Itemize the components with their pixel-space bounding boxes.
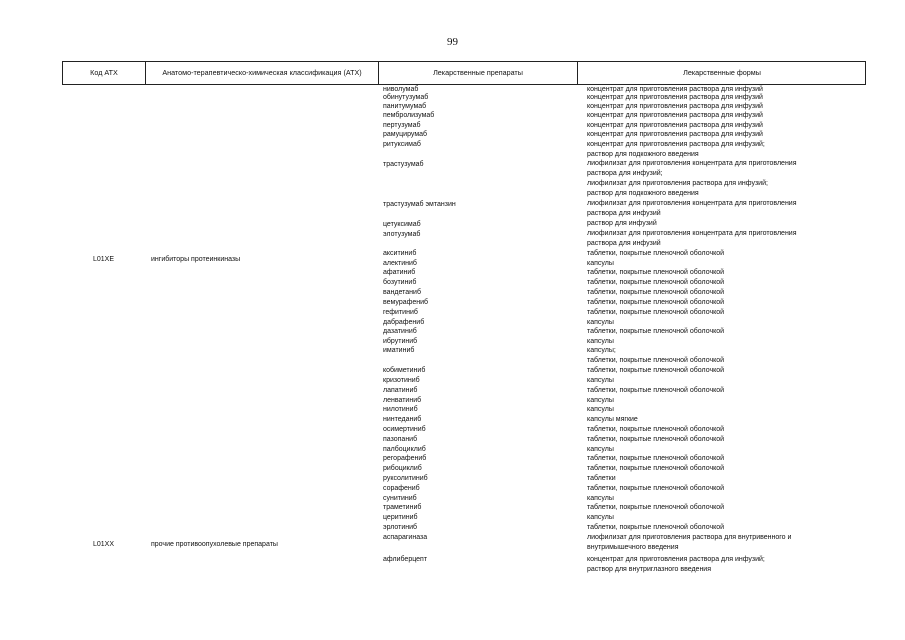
dosage-form: лиофилизат для приготовления раствора для инфузий; [587, 180, 768, 187]
dosage-form: раствора для инфузий; [587, 170, 663, 177]
group-name: ингибиторы протеинкиназы [151, 256, 241, 263]
drug-name: нилотиниб [383, 406, 418, 413]
dosage-form: капсулы [587, 338, 614, 345]
dosage-form: концентрат для приготовления раствора для инфузий [587, 131, 763, 138]
dosage-form: лиофилизат для приготовления концентрата для приготовления [587, 230, 797, 237]
dosage-form: раствора для инфузий [587, 240, 661, 247]
drug-name: руксолитиниб [383, 475, 428, 482]
dosage-form: концентрат для приготовления раствора для инфузий [587, 112, 763, 119]
dosage-form: концентрат для приготовления раствора для инфузий; [587, 556, 765, 563]
page-number: 99 [447, 36, 458, 48]
drug-name: рамуцирумаб [383, 131, 428, 138]
drug-name: панитумумаб [383, 103, 427, 110]
dosage-form: лиофилизат для приготовления концентрата для приготовления [587, 160, 797, 167]
dosage-form: таблетки, покрытые пленочной оболочкой [587, 524, 725, 531]
header-forms: Лекарственные формы [683, 68, 761, 77]
dosage-form: концентрат для приготовления раствора для инфузий [587, 86, 763, 93]
drug-name: палбоциклиб [383, 446, 426, 453]
group-code: L01XX [93, 541, 115, 548]
dosage-form: таблетки, покрытые пленочной оболочкой [587, 367, 725, 374]
header-classification: Анатомо-терапевтическо-химическая классификация (АТХ) [162, 68, 362, 77]
dosage-form: капсулы [587, 260, 614, 267]
drug-name: траметиниб [383, 504, 422, 511]
dosage-form: раствор для подкожного введения [587, 190, 699, 197]
drug-name: алектиниб [383, 260, 417, 267]
drug-name: ритуксимаб [383, 141, 421, 148]
dosage-form: капсулы [587, 495, 614, 502]
dosage-form: капсулы [587, 406, 614, 413]
drug-name: регорафениб [383, 455, 427, 462]
drug-name: цетуксимаб [383, 221, 421, 228]
drug-name: дазатиниб [383, 328, 417, 335]
drug-name: церитиниб [383, 514, 418, 521]
drug-name: рибоциклиб [383, 465, 422, 472]
dosage-form: раствор для инфузий [587, 220, 657, 227]
drug-name: иматиниб [383, 347, 415, 354]
dosage-form: капсулы [587, 377, 614, 384]
dosage-form: таблетки, покрытые пленочной оболочкой [587, 465, 725, 472]
drug-name: ленватиниб [383, 397, 422, 404]
drug-name: ниволумаб [383, 86, 419, 93]
dosage-form: капсулы мягкие [587, 416, 638, 423]
dosage-form: таблетки, покрытые пленочной оболочкой [587, 309, 725, 316]
dosage-form: концентрат для приготовления раствора для инфузий [587, 122, 763, 129]
drug-name: трастузумаб эмтанзин [383, 201, 456, 208]
drug-name: сорафениб [383, 485, 420, 492]
drug-name: нинтеданиб [383, 416, 422, 423]
dosage-form: раствор для внутриглазного введения [587, 566, 712, 573]
header-drugs: Лекарственные препараты [433, 68, 523, 77]
dosage-form: таблетки, покрытые пленочной оболочкой [587, 436, 725, 443]
dosage-form: лиофилизат для приготовления раствора для внутривенного и [587, 534, 792, 541]
dosage-form: таблетки, покрытые пленочной оболочкой [587, 485, 725, 492]
drug-name: пазопаниб [383, 436, 418, 443]
dosage-form: раствора для инфузий [587, 210, 661, 217]
drug-name: лапатиниб [383, 387, 418, 394]
drug-name: афатиниб [383, 269, 416, 276]
dosage-form: таблетки [587, 475, 616, 482]
drug-name: пембролизумаб [383, 112, 435, 119]
dosage-form: таблетки, покрытые пленочной оболочкой [587, 328, 725, 335]
drug-name: ибрутиниб [383, 338, 418, 345]
dosage-form: капсулы; [587, 347, 616, 354]
drug-name: гефитиниб [383, 309, 418, 316]
dosage-form: таблетки, покрытые пленочной оболочкой [587, 504, 725, 511]
dosage-form: таблетки, покрытые пленочной оболочкой [587, 387, 725, 394]
drug-name: осимертиниб [383, 426, 426, 433]
dosage-form: концентрат для приготовления раствора для инфузий; [587, 141, 765, 148]
drug-name: кобиметиниб [383, 367, 426, 374]
drug-name: кризотиниб [383, 377, 420, 384]
drug-name: трастузумаб [383, 161, 424, 168]
dosage-form: таблетки, покрытые пленочной оболочкой [587, 357, 725, 364]
dosage-form: таблетки, покрытые пленочной оболочкой [587, 279, 725, 286]
dosage-form: лиофилизат для приготовления концентрата для приготовления [587, 200, 797, 207]
drug-name: эрлотиниб [383, 524, 418, 531]
dosage-form: концентрат для приготовления раствора для инфузий [587, 103, 763, 110]
table-header [62, 61, 866, 85]
dosage-form: капсулы [587, 514, 614, 521]
drug-name: аспарагиназа [383, 534, 428, 541]
drug-name: акситиниб [383, 250, 417, 257]
dosage-form: капсулы [587, 319, 614, 326]
drug-name: пертузумаб [383, 122, 421, 129]
drug-name: обинутузумаб [383, 94, 429, 101]
dosage-form: капсулы [587, 446, 614, 453]
drug-name: сунитиниб [383, 495, 417, 502]
dosage-form: таблетки, покрытые пленочной оболочкой [587, 455, 725, 462]
group-name: прочие противоопухолевые препараты [151, 541, 278, 548]
drug-name: вандетаниб [383, 289, 421, 296]
dosage-form: внутримышечного введения [587, 544, 679, 551]
drug-name: элотузумаб [383, 231, 421, 238]
dosage-form: таблетки, покрытые пленочной оболочкой [587, 426, 725, 433]
drug-name: дабрафениб [383, 319, 425, 326]
drug-name: афлиберцепт [383, 556, 428, 563]
drug-name: бозутиниб [383, 279, 417, 286]
dosage-form: раствор для подкожного введения [587, 151, 699, 158]
dosage-form: таблетки, покрытые пленочной оболочкой [587, 269, 725, 276]
dosage-form: таблетки, покрытые пленочной оболочкой [587, 299, 725, 306]
group-code: L01XE [93, 256, 115, 263]
dosage-form: таблетки, покрытые пленочной оболочкой [587, 289, 725, 296]
drug-name: вемурафениб [383, 299, 429, 306]
dosage-form: капсулы [587, 397, 614, 404]
dosage-form: концентрат для приготовления раствора для инфузий [587, 94, 763, 101]
header-code: Код АТХ [90, 68, 118, 77]
dosage-form: таблетки, покрытые пленочной оболочкой [587, 250, 725, 257]
